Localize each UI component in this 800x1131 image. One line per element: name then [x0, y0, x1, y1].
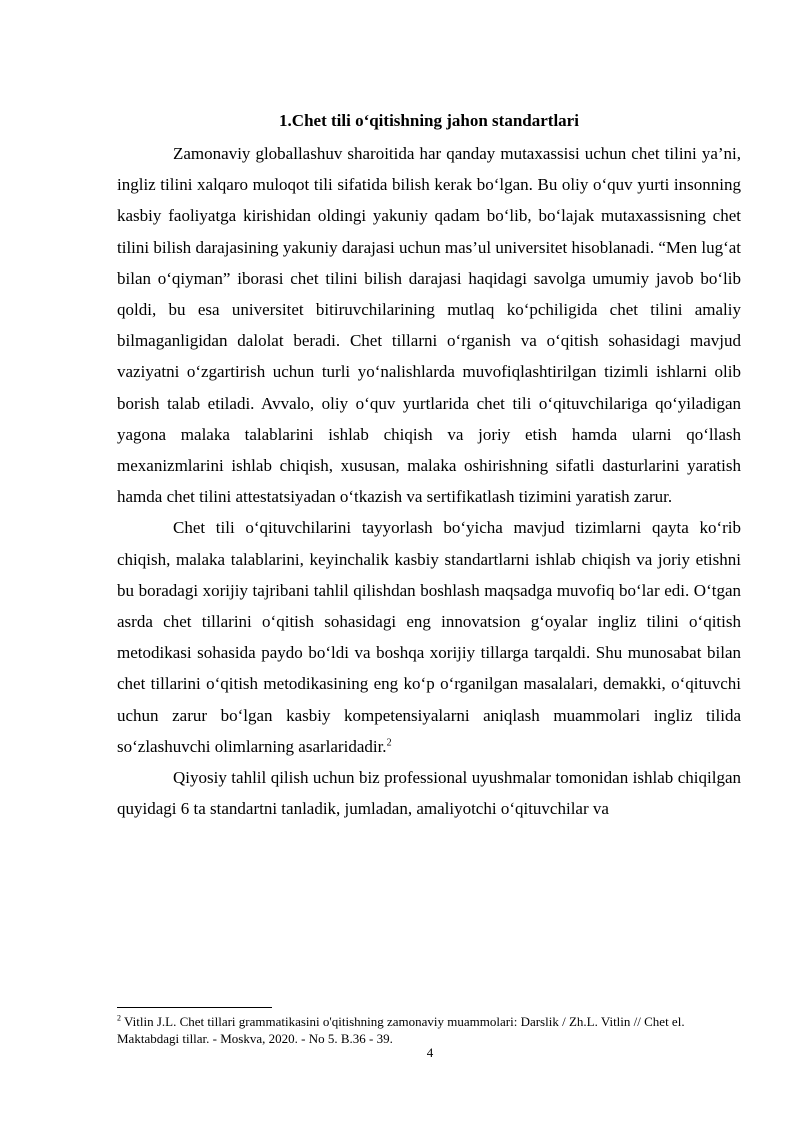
paragraph-2	[117, 512, 741, 762]
footnote-reference: 2	[386, 737, 392, 749]
paragraph-2-text: Chet tili o‘qituvchilarini tayyorlash bo‘yicha mavjud tizimlarni qayta ko‘rib chiqish, malaka talablarini, keyinchalik kasbiy standartlarni ishlab chiqish va joriy etishni bu boradagi xorijiy tajribani tahlil qilishdan boshlash maqsadga muvofiq bo‘lar edi. O‘tgan asrda chet tillarini o‘qitish sohasidagi eng innovatsion g‘oyalar ingliz tilini o‘qitish metodikasi sohasida paydo bo‘ldi va boshqa xorijiy tillarga tarqaldi. Shu munosabat bilan chet tillarini o‘qitish metodikasining eng ko‘p o‘rganilgan masalalari, demakki, o‘qituvchi uchun zarur bo‘lgan kasbiy kompetensiyalarni aniqlash muammolari ingliz tilida so‘zlashuvchi olimlarning asarlaridadir.	[117, 518, 741, 756]
page-number: 4	[426, 1045, 434, 1060]
footnote	[117, 1013, 741, 1047]
paragraph-1	[117, 138, 741, 512]
paragraph-3-text: Qiyosiy tahlil qilish uchun biz professional uyushmalar tomonidan ishlab chiqilgan quyidagi 6 ta standartni tanladik, jumladan, amaliyotchi o‘qituvchilar va	[117, 768, 741, 819]
paragraph-3	[117, 762, 741, 824]
footnote-separator	[117, 1007, 272, 1008]
section-heading: 1.Chet tili o‘qitishning jahon standartlari	[279, 111, 579, 130]
paragraph-1-text: Zamonaviy globallashuv sharoitida har qanday mutaxassisi uchun chet tilini ya’ni, ingliz tilini xalqaro muloqot tili sifatida bilish kerak bo‘lgan. Bu oliy o‘quv yurti insonning kasbiy faoliyatga kirishidan oldingi yakuniy qadam bo‘lib, bo‘lajak mutaxassisning chet tilini bilish darajasining yakuniy darajasi uchun mas’ul universitet hisoblanadi. “Men lug‘at bilan o‘qiyman” iborasi chet tilini bilish darajasi haqidagi savolga umumiy javob bo‘lib qoldi, bu esa universitet bitiruvchilarining mutlaq ko‘pchiligida chet tilini amaliy bilmaganligidan dalolat beradi. Chet tillarni o‘rganish va o‘qitish sohasidagi mavjud vaziyatni o‘zgartirish uchun turli yo‘nalishlarda muvofiqlashtirilgan tizimli ishlarni olib borish talab etiladi. Avvalo, oliy o‘quv yurtlarida chet tili o‘qituvchilariga qo‘yiladigan yagona malaka talablarini ishlab chiqish va joriy etish hamda ularni qo‘llash mexanizmlarini ishlab chiqish, xususan, malaka oshirishning sifatli dasturlarini yaratish hamda chet tilini attestatsiyadan o‘tkazish va sertifikatlash tizimini yaratish zarur.	[117, 144, 741, 507]
footnote-marker: 2	[117, 1013, 121, 1023]
footnote-text: Vitlin J.L. Chet tillari grammatikasini o'qitishning zamonaviy muammolari: Darslik / Zh.L. Vitlin // Chet el. Maktabdagi tillar. - Moskva, 2020. - No 5. B.36 - 39.	[117, 1014, 685, 1046]
body-text	[117, 138, 741, 824]
